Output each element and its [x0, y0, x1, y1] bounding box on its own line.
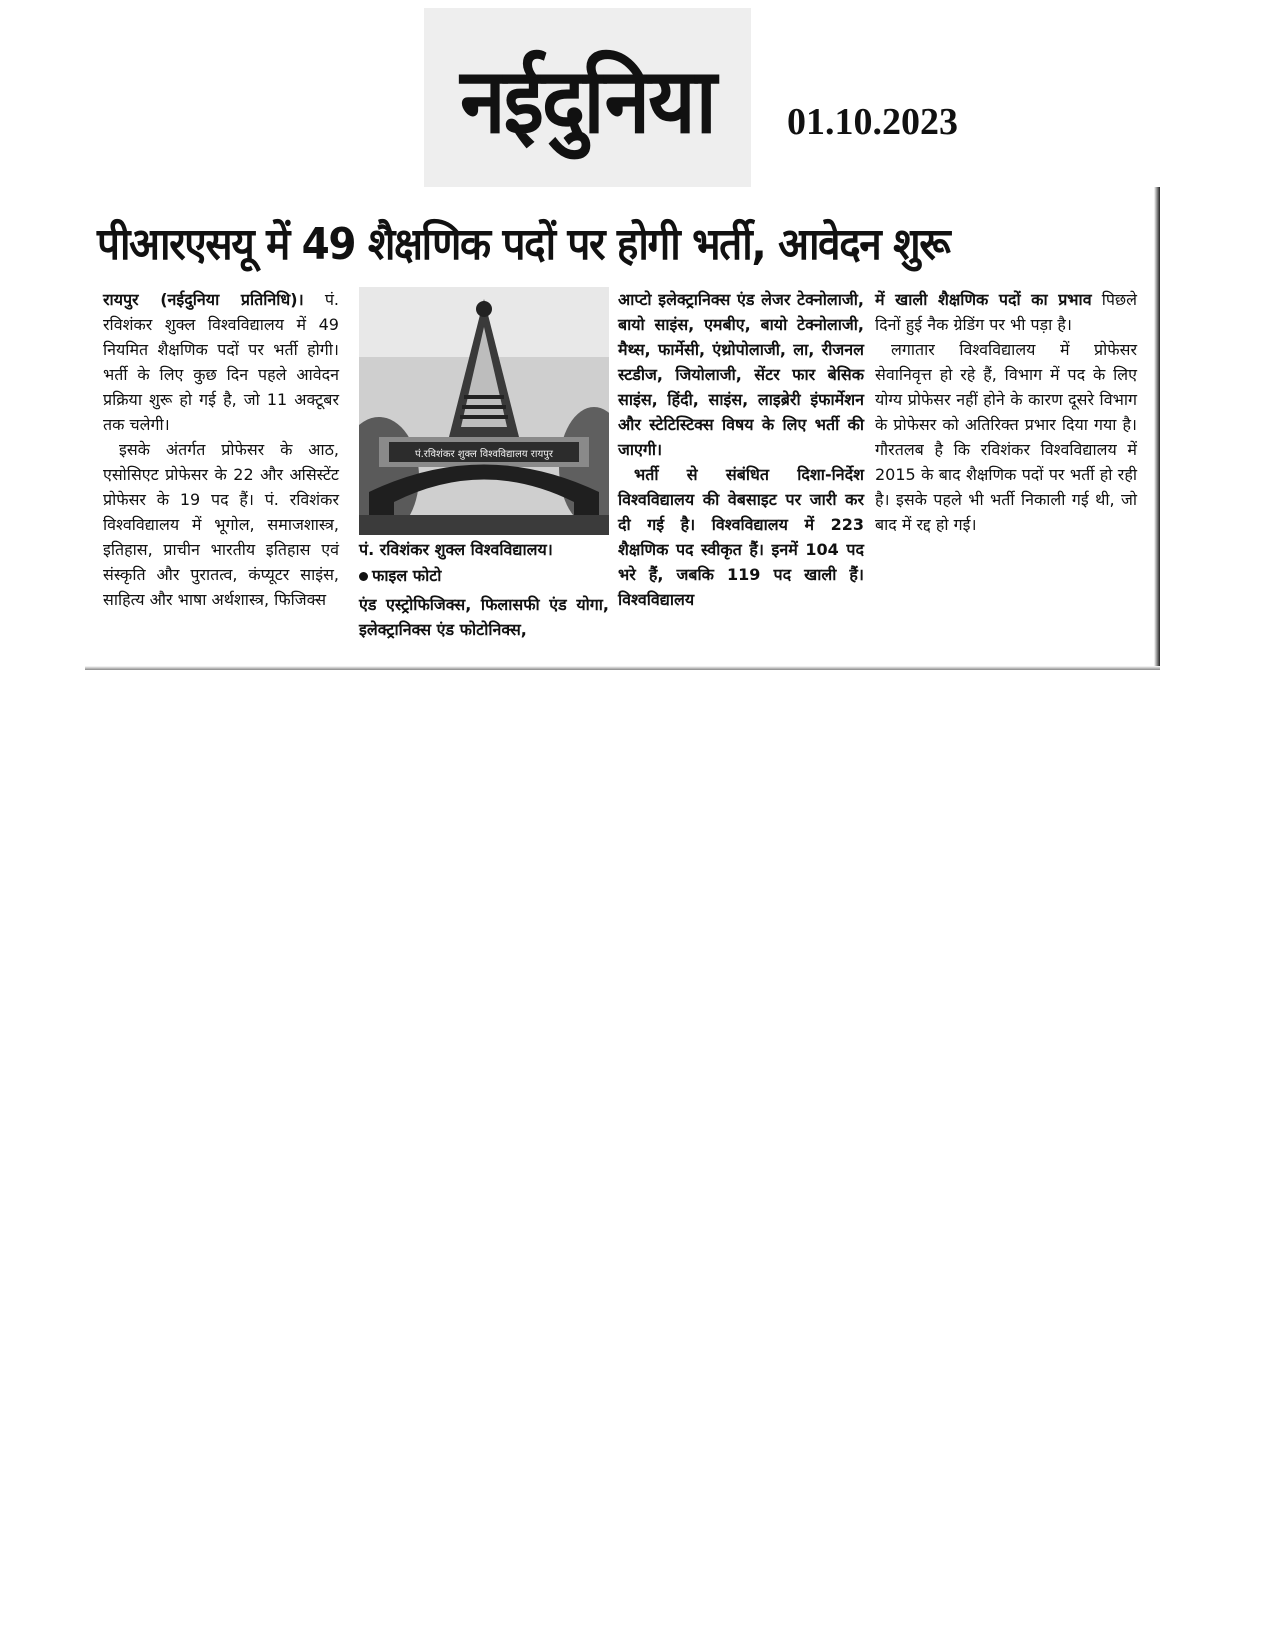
- newspaper-logo: नईदुनिया: [460, 48, 715, 155]
- column-4-lead: में खाली शैक्षणिक पदों का प्रभाव: [875, 290, 1092, 309]
- newspaper-clipping: [85, 187, 1160, 670]
- column-4-paragraph-2: लगातार विश्वविद्यालय में प्रोफेसर सेवानिवृत्त हो रहे हैं, विभाग में पद के लिए योग्य प्रोफेसर नहीं होने के कारण दूसरे विभाग के प्रोफेसर को अतिरिक्त प्रभार दिया गया है। गौरतलब है कि रविशंकर विश्वविद्यालय में 2015 के बाद शैक्षणिक पदों पर भर्ती हो रही है। इसके पहले भी भर्ती निकाली गई थी, जो बाद में रद्द हो गई।: [875, 340, 1137, 534]
- article-column-4: [875, 287, 1137, 537]
- clipping-edge: [1154, 187, 1160, 670]
- gate-sign-text: पं.रविशंकर शुक्ल विश्वविद्यालय रायपुर: [414, 449, 554, 460]
- issue-date: 01.10.2023: [787, 101, 958, 143]
- dateline: रायपुर (नईदुनिया प्रतिनिधि)।: [103, 290, 304, 309]
- article-column-2: [359, 592, 609, 642]
- university-gate-photo: [359, 287, 609, 535]
- article-headline: पीआरएसयू में 49 शैक्षणिक पदों पर होगी भर्ती, आवेदन शुरू: [97, 219, 950, 270]
- article-column-1: [103, 287, 339, 612]
- column-3-paragraph-1: आप्टो इलेक्ट्रानिक्स एंड लेजर टेक्नोलाजी, बायो साइंस, एमबीए, बायो टेक्नोलाजी, मैथ्स, फार्मेसी, एंथ्रोपोलाजी, ला, रीजनल स्टडीज, जियोलाजी, सेंटर फार बेसिक साइंस, हिंदी, साइंस, लाइब्रेरी इंफार्मेशन और स्टेटिस्टिक्स विषय के लिए भर्ती की जाएगी।: [618, 290, 864, 459]
- photo-caption: पं. रविशंकर शुक्ल विश्वविद्यालय।: [359, 540, 553, 559]
- column-2-paragraph: एंड एस्ट्रोफिजिक्स, फिलासफी एंड योगा, इलेक्ट्रानिक्स एंड फोटोनिक्स,: [359, 595, 609, 639]
- masthead-logo-box: [424, 8, 751, 188]
- photo-credit-label: फाइल फोटो: [372, 566, 442, 585]
- photo-credit: [359, 563, 609, 589]
- column-1-paragraph-2: इसके अंतर्गत प्रोफेसर के आठ, एसोसिएट प्रोफेसर के 22 और असिस्टेंट प्रोफेसर के 19 पद हैं। पं. रविशंकर विश्वविद्यालय में भूगोल, समाजशास्त्र, इतिहास, प्राचीन भारतीय इतिहास एवं संस्कृति और पुरातत्व, कंप्यूटर साइंस, साहित्य और भाषा अर्थशास्त्र, फिजिक्स: [103, 440, 339, 609]
- column-3-paragraph-2: भर्ती से संबंधित दिशा-निर्देश विश्वविद्यालय की वेबसाइट पर जारी कर दी गई है। विश्वविद्यालय में 223 शैक्षणिक पद स्वीकृत हैं। इनमें 104 पद भरे हैं, जबकि 119 पद खाली हैं। विश्वविद्यालय: [618, 465, 864, 609]
- column-4-paragraph-1: पिछले दिनों हुई नैक ग्रेडिंग पर भी पड़ा है।: [875, 290, 1137, 334]
- clipping-bottom-edge: [85, 666, 1160, 670]
- column-1-paragraph-1: पं. रविशंकर शुक्ल विश्वविद्यालय में 49 नियमित शैक्षणिक पदों पर भर्ती होगी। भर्ती के लिए कुछ दिन पहले आवेदन प्रक्रिया शुरू हो गई है, जो 11 अक्टूबर तक चलेगी।: [103, 290, 339, 434]
- article-column-3: [618, 287, 864, 612]
- bullet-icon: [359, 572, 368, 581]
